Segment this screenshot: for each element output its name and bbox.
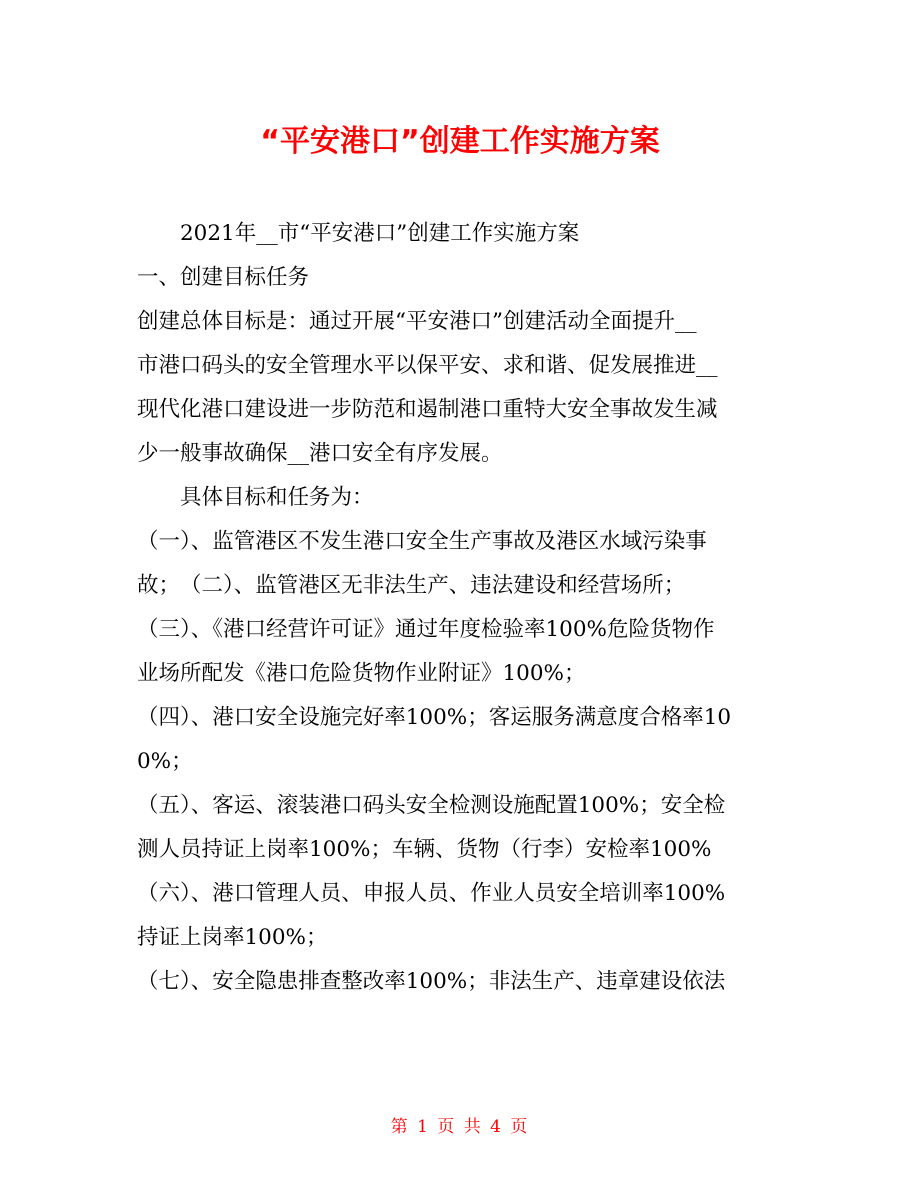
page-number-footer: 第 1 页 共 4 页 xyxy=(390,1117,530,1137)
body-line: 业场所配发《港口危险货物作业附证》100%； xyxy=(137,661,586,686)
body-line: （一）、监管港区不发生港口安全生产事故及港区水域污染事 xyxy=(137,529,707,554)
body-line: 创建总体目标是：通过开展“平安港口”创建活动全面提升__ xyxy=(137,309,697,334)
body-line: （四）、港口安全设施完好率100%；客运服务满意度合格率10 xyxy=(137,705,732,730)
body-line: 具体目标和任务为： xyxy=(180,485,374,510)
body-line: （六）、港口管理人员、申报人员、作业人员安全培训率100% xyxy=(137,881,726,906)
body-line: 少一般事故确保__港口安全有序发展。 xyxy=(137,441,503,466)
document-body xyxy=(137,212,787,1004)
body-line: 持证上岗率100%； xyxy=(137,925,328,950)
body-line: 故； （二）、监管港区无非法生产、违法建设和经营场所； xyxy=(137,573,686,598)
body-line: （七）、安全隐患排查整改率100%；非法生产、违章建设依法 xyxy=(137,969,726,994)
body-line: （五）、客运、滚装港口码头安全检测设施配置100%；安全检 xyxy=(137,793,726,818)
section-heading: 一、创建目标任务 xyxy=(137,265,310,290)
body-line: 现代化港口建设进一步防范和遏制港口重特大安全事故发生减 xyxy=(137,397,718,422)
document-title: “平安港口”创建工作实施方案 xyxy=(260,124,660,159)
body-line: 市港口码头的安全管理水平以保平安、求和谐、促发展推进__ xyxy=(137,353,718,378)
body-line: 测人员持证上岗率100%；车辆、货物（行李）安检率100% xyxy=(137,837,712,862)
body-line: 0%； xyxy=(137,749,193,774)
subtitle-line: 2021年__市“平安港口”创建工作实施方案 xyxy=(180,221,580,246)
body-line: （三）、《港口经营许可证》通过年度检验率100%危险货物作 xyxy=(137,617,715,642)
